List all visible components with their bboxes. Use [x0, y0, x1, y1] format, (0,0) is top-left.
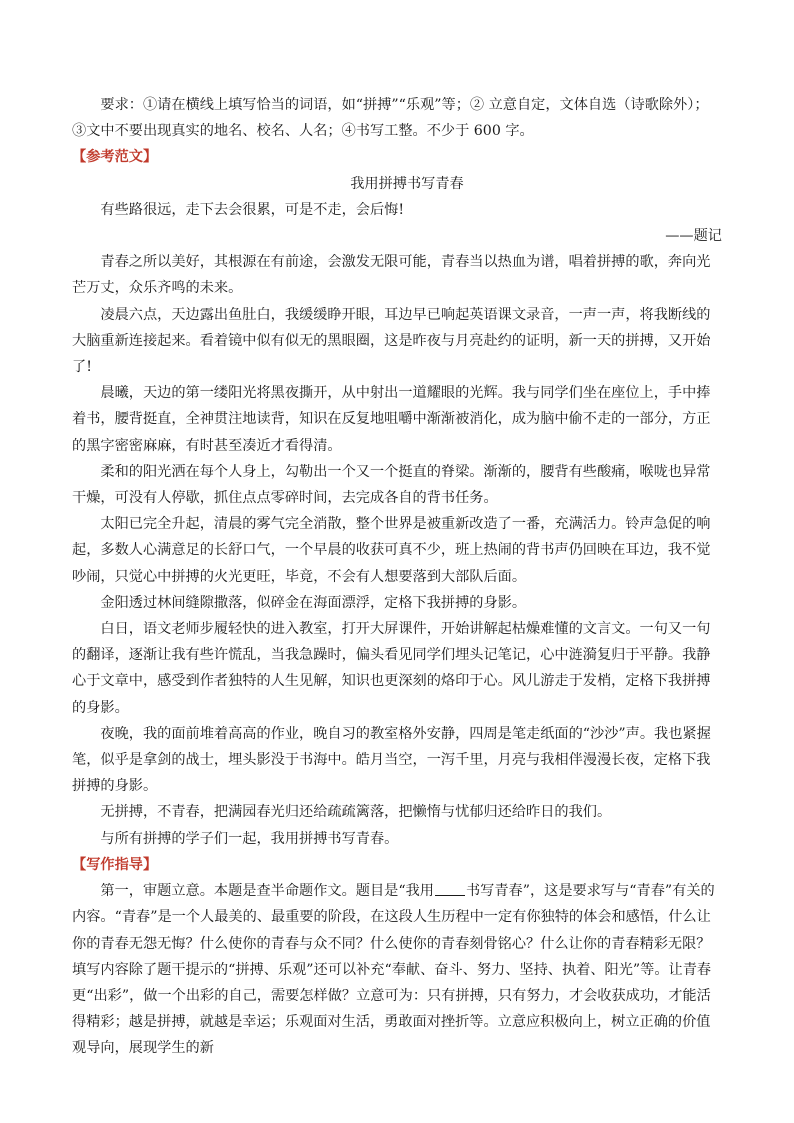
- essay-paragraph: 青春之所以美好，其根源在有前途，会激发无限可能，青春当以热血为谱，唱着拼搏的歌，奔向光芒万丈，众乐齐鸣的未来。: [72, 254, 711, 297]
- sample-essay-heading: 【参考范文】: [72, 149, 158, 166]
- essay-paragraph: 金阳透过林间缝隙撒落，似碎金在海面漂浮，定格下我拼搏的身影。: [100, 594, 527, 611]
- guide-text-rest: 书写青春”，这是要求写与“青春”有关的内容。“青春”是一个人最美的、最重要的阶段，在这段人生历程中一定有你独特的体会和感悟，什么让你的青春无怨无悔？什么使你的青春与众不同？什么使你的青春刻骨铭心？什么让你的青春精彩无限？填写内容除了题干提示的“拼搏、乐观”还可以补充“奉献、奋斗、努力、坚持、执着、阳光”等。让青春更“出彩”，做一个出彩的自己，需要怎样做？立意可为：只有拼搏，只有努力，才会收获成功，才能活得精彩；越是拼搏，就越是幸运；乐观面对生活，勇敢面对挫折等。立意应积极向上，树立正确的价值观导向，展现学生的新: [72, 883, 715, 1057]
- essay-paragraph: 太阳已完全升起，清晨的雾气完全消散，整个世界是被重新改造了一番，充满活力。铃声急促的响起，多数人心满意足的长舒口气，一个早晨的收获可真不少，班上热闹的背书声仍回映在耳边，我不觉吵闹，只觉心中拼搏的火光更旺，毕竟，不会有人想要落到大部队后面。: [72, 516, 711, 585]
- essay-title: 我用拼搏书写青春: [350, 175, 464, 192]
- essay-paragraph: 无拼搏，不青春，把满园春光归还给疏疏篱落，把懒惰与忧郁归还给昨日的我们。: [100, 804, 612, 821]
- essay-paragraph: 白日，语文老师步履轻快的进入教室，打开大屏课件，开始讲解起枯燥难懂的文言文。一句又一句的翻译，逐渐让我有些许慌乱，当我急躁时，偏头看见同学们埋头记笔记，心中涟漪复归于平静。我静心于文章中，感受到作者独特的人生见解，知识也更深刻的烙印于心。风儿游走于发梢，定格下我拼搏的身影。: [72, 621, 711, 716]
- document-page: [72, 92, 722, 1062]
- guide-text-start: 第一，审题立意。本题是查半命题作文。题目是“我用: [100, 883, 434, 900]
- essay-paragraph: 凌晨六点，天边露出鱼肚白，我缓缓睁开眼，耳边早已响起英语课文录音，一声一声，将我断线的大脑重新连接起来。看着镜中似有似无的黑眼圈，这是昨夜与月亮赴约的证明，新一天的拼搏，又开始了!: [72, 306, 711, 376]
- essay-paragraph: 与所有拼搏的学子们一起，我用拼搏书写青春。: [100, 830, 399, 847]
- essay-paragraph: 柔和的阳光洒在每个人身上，勾勒出一个又一个挺直的脊梁。渐渐的，腰背有些酸痛，喉咙也异常干燥，可没有人停歇，抓住点点零碎时间，去完成各自的背书任务。: [72, 463, 711, 507]
- writing-guide-paragraph: [72, 878, 722, 1061]
- fill-in-blank-line: [435, 881, 465, 896]
- requirements-text: 要求：①请在横线上填写恰当的词语，如“拼搏”“乐观”等；② 立意自定，文体自选（诗歌除外）；③文中不要出现真实的地名、校名、人名；④书写工整。不少于 600 字。: [72, 97, 709, 140]
- essay-epigraph: 有些路很远，走下去会很累，可是不走，会后悔!: [100, 201, 405, 218]
- writing-guide-heading: 【写作指导】: [72, 856, 158, 873]
- epigraph-signature: ——题记: [665, 228, 722, 245]
- essay-paragraph: 晨曦，天边的第一缕阳光将黑夜撕开，从中射出一道耀眼的光辉。我与同学们坐在座位上，手中捧着书，腰背挺直，全神贯注地读背，知识在反复地咀嚼中渐渐被消化，成为脑中偷不走的一部分，方正的黑字密密麻麻，有时甚至凑近才看得清。: [72, 385, 711, 454]
- essay-paragraph: 夜晚，我的面前堆着高高的作业，晚自习的教室格外安静，四周是笔走纸面的“沙沙”声。我也紧握笔，似乎是拿剑的战士，埋头影没于书海中。皓月当空，一泻千里，月亮与我相伴漫漫长夜，定格下我拼搏的身影。: [72, 725, 711, 795]
